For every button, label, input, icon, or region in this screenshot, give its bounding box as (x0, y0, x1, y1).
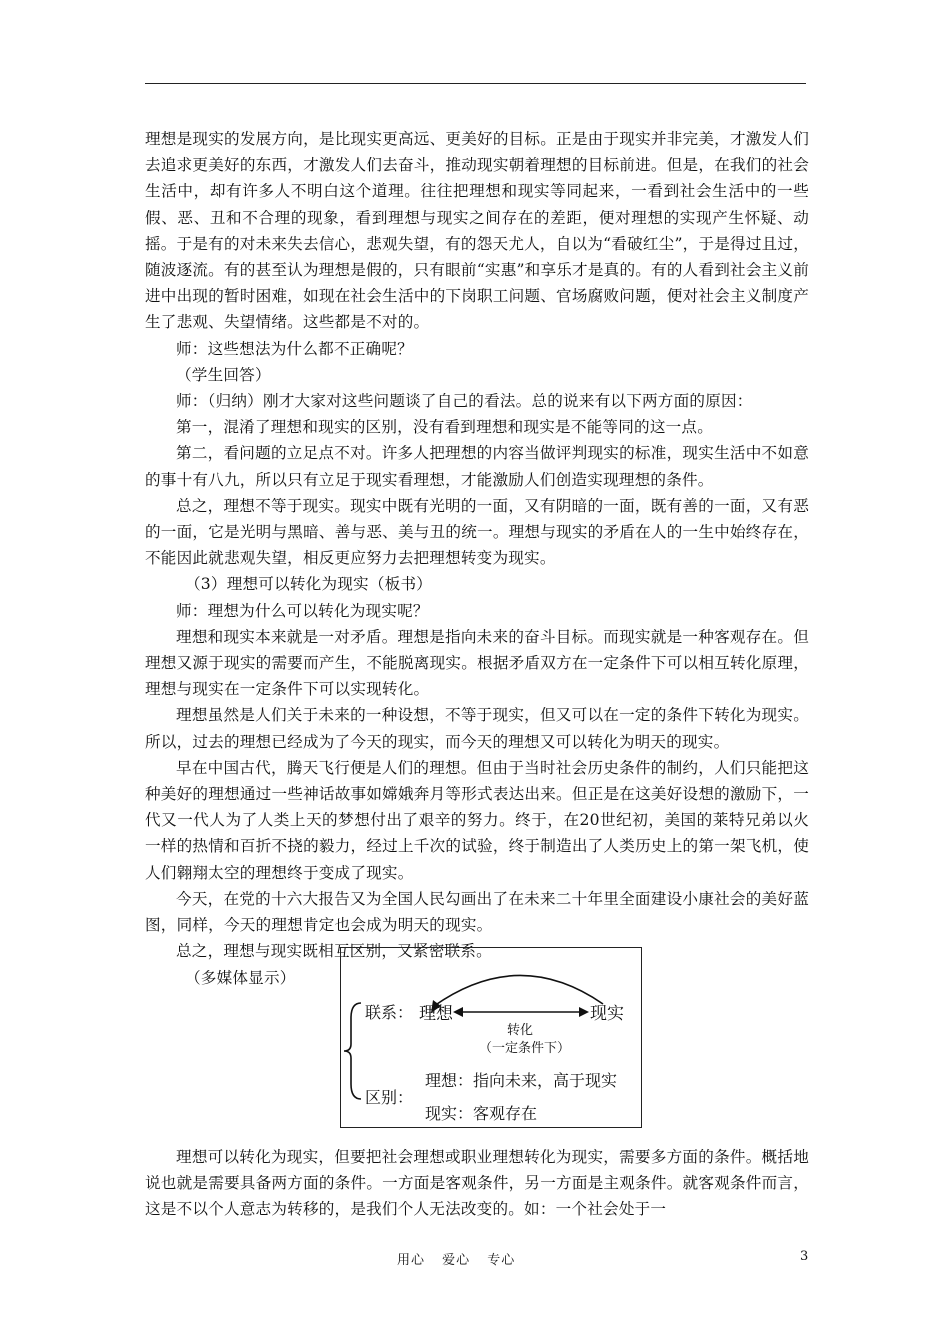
paragraph-10: 理想和现实本来就是一对矛盾。理想是指向未来的奋斗目标。而现实就是一种客观存在。但理想又源于现实的需要而产生，不能脱离现实。根据矛盾双方在一定条件下可以相互转化原理，理想与现实在一定条件下可以实现转化。 (145, 627, 809, 699)
diagram-lixiang-definition: 理想：指向未来，高于现实 (425, 1071, 618, 1090)
diagram-zhuanhua-label: 转化 (507, 1023, 534, 1038)
header-rule (145, 83, 806, 84)
diagram-condition-label: （一定条件下） (479, 1041, 571, 1056)
paragraph-15: （多媒体显示） (185, 968, 296, 987)
paragraph-7: 总之，理想不等于现实。现实中既有光明的一面，又有阴暗的一面，既有善的一面，又有恶的一面，它是光明与黑暗、善与恶、美与丑的统一。理想与现实的矛盾在人的一生中始终存在，不能因此就悲观失望，相反更应努力去把理想转变为现实。 (145, 496, 809, 568)
paragraph-13: 今天，在党的十六大报告又为全国人民勾画出了在未来二十年里全面建设小康社会的美好蓝图，同样，今天的理想肯定也会成为明天的现实。 (145, 889, 809, 935)
diagram-lixiang-node: 理想 (419, 1004, 453, 1024)
arrowhead-right (579, 1007, 589, 1017)
relation-diagram (340, 947, 642, 1128)
paragraph-4: 师：（归纳）刚才大家对这些问题谈了自己的看法。总的说来有以下两方面的原因： (176, 392, 753, 411)
diagram-qubie-label: 区别： (365, 1088, 414, 1107)
paragraph-6: 第二，看问题的立足点不对。许多人把理想的内容当做评判现实的标准，现实生活中不如意的事十有八九，所以只有立足于现实看理想，才能激励人们创造实现理想的条件。 (145, 444, 809, 489)
paragraph-12: 早在中国古代，腾天飞行便是人们的理想。但由于当时社会历史条件的制约，人们只能把这种美好的理想通过一些神话故事如嫦娥奔月等形式表达出来。但正是在这美好设想的激励下，一代又一代人为了人类上天的梦想付出了艰辛的努力。终于，在20世纪初，美国的莱特兄弟以火一样的热情和百折不挠的毅力，经过上千次的试验，终于制造出了人类历史上的第一架飞机，使人们翱翔太空的理想终于变成了现实。 (145, 758, 809, 882)
curly-brace (344, 1003, 361, 1099)
footer-motto: 用心 爱心 专心 (397, 1253, 516, 1268)
paragraph-2: 师：这些想法为什么都不正确呢？ (176, 339, 413, 358)
paragraph-9: 师：理想为什么可以转化为现实呢？ (176, 601, 429, 620)
paragraph-3: （学生回答） (176, 365, 271, 384)
diagram-lianxi-label: 联系： (365, 1003, 414, 1022)
paragraph-16: 理想可以转化为现实，但要把社会理想或职业理想转化为现实，需要多方面的条件。概括地说也就是需要具备两方面的条件。一方面是客观条件，另一方面是主观条件。就客观条件而言，这是不以个人意志为转移的，是我们个人无法改变的。如：一个社会处于一 (145, 1148, 809, 1219)
paragraph-5: 第一，混淆了理想和现实的区别，没有看到理想和现实是不能等同的这一点。 (176, 418, 713, 437)
paragraph-14: 总之，理想与现实既相互区别，又紧密联系。 (176, 942, 492, 961)
body-text (145, 126, 809, 991)
page-number: 3 (800, 1249, 809, 1264)
transform-arc (434, 975, 603, 1006)
diagram-xianshi-definition: 现实：客观存在 (425, 1104, 538, 1123)
paragraph-11: 理想虽然是人们关于未来的一种设想，不等于现实，但又可以在一定的条件下转化为现实。所以，过去的理想已经成为了今天的现实，而今天的理想又可以转化为明天的现实。 (145, 706, 809, 751)
diagram-xianshi-node: 现实 (590, 1004, 624, 1024)
paragraph-1: 理想是现实的发展方向，是比现实更高远、更美好的目标。正是由于现实并非完美，才激发人们去追求更美好的东西，才激发人们去奋斗，推动现实朝着理想的目标前进。但是，在我们的社会生活中，却有许多人不明白这个道理。往往把理想和现实等同起来，一看到社会生活中的一些假、恶、丑和不合理的现象，看到理想与现实之间存在的差距，便对理想的实现产生怀疑、动摇。于是有的对未来失去信心，悲观失望，有的怨天尤人，自以为“看破红尘”，于是得过且过，随波逐流。有的甚至认为理想是假的，只有眼前“实惠”和享乐才是真的。有的人看到社会主义前进中出现的暂时困难，如现在社会生活中的下岗职工问题、官场腐败问题，便对社会主义制度产生了悲观、失望情绪。这些都是不对的。 (145, 130, 809, 332)
arrowhead-left (453, 1007, 463, 1017)
continuation-text (145, 1144, 809, 1223)
paragraph-8: （3）理想可以转化为现实（板书） (185, 575, 433, 594)
